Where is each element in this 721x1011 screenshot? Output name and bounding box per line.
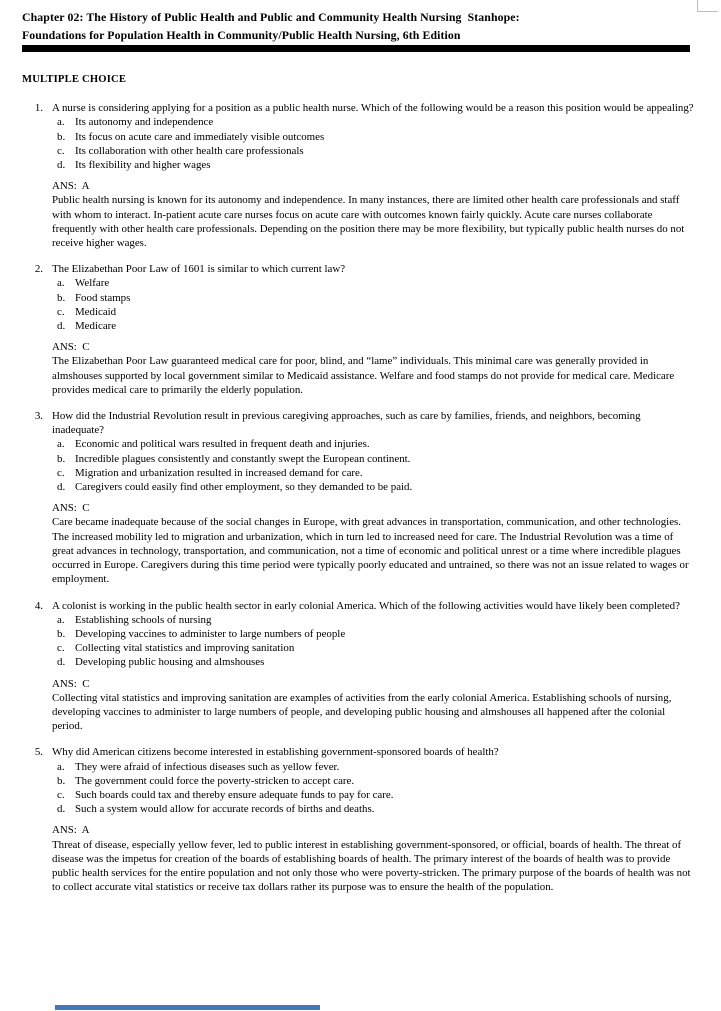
option-letter: c. bbox=[57, 144, 65, 157]
answer-rationale: The Elizabethan Poor Law guaranteed medical care for poor, blind, and “lame” individuals. This minimal care was generally provided in almshouses supported by local government similar to Medicaid assistance. Welfare and food stamps do not provide for medical care. Medicare provides medical care to primarily the elderly population. bbox=[52, 355, 675, 396]
question-number: 3. bbox=[34, 410, 43, 423]
header-line-2: Foundations for Population Health in Community/Public Health Nursing, 6th Edition bbox=[22, 27, 461, 42]
option-letter: d. bbox=[57, 481, 66, 494]
question-number: 1. bbox=[34, 102, 43, 115]
option-letter: c. bbox=[57, 642, 65, 655]
option-c bbox=[57, 788, 694, 802]
option-letter: b. bbox=[57, 627, 66, 640]
answer-line: ANS: A bbox=[52, 180, 90, 193]
question-text: Why did American citizens become interested in establishing government-sponsored boards of health? bbox=[52, 746, 499, 759]
option-letter: a. bbox=[57, 277, 65, 290]
option-d bbox=[57, 802, 694, 816]
answer-rationale: Public health nursing is known for its autonomy and independence. In many instances, there are limited other health care professionals and staff with whom to interact. In-patient acute care nurses focus on acute care with outcomes known fairly quickly. Acute care nurses collaborate frequently with other health care professionals. Depending on the position there may be more flexibility, but typically public health nurses do not receive higher wages. bbox=[52, 194, 685, 250]
options-list bbox=[22, 276, 694, 333]
section-heading: MULTIPLE CHOICE bbox=[22, 74, 127, 85]
option-text: The government could force the poverty-stricken to accept care. bbox=[75, 774, 355, 787]
option-letter: d. bbox=[57, 159, 66, 172]
option-b bbox=[57, 291, 694, 305]
option-a bbox=[57, 437, 694, 451]
question-number: 5. bbox=[34, 746, 43, 759]
option-c bbox=[57, 466, 694, 480]
option-a bbox=[57, 613, 694, 627]
option-d bbox=[57, 480, 694, 494]
option-d bbox=[57, 655, 694, 669]
answer-rationale: Care became inadequate because of the social changes in Europe, with great advances in transportation, communication, and other technologies. The increased mobility led to migration and urbanization, which in turn led to increased need for care. The Industrial Revolution was a time of great advances in technology, transportation, and communication, not a time of economic and political unrest or a time where incredible plagues occurred in Europe. Caregivers during this time period were typically poorly educated and untrained, so there was not an issue related to wages or employment. bbox=[52, 516, 689, 586]
option-c bbox=[57, 641, 694, 655]
option-letter: d. bbox=[57, 320, 66, 333]
answer-rationale: Threat of disease, especially yellow fever, led to public interest in establishing government-sponsored, or official, boards of health. The threat of disease was the impetus for creation of the boards of establishing boards of health. The primary interest of the boards of health was to provide public health services for the entire population and not only those who were poverty-stricken. The primary purpose of the boards of health was not to collect accurate vital statistics or receive tax dollars rather its purpose was to ensure the health of the population. bbox=[52, 838, 691, 894]
option-text: Developing vaccines to administer to large numbers of people bbox=[75, 627, 346, 640]
option-text: Its flexibility and higher wages bbox=[75, 159, 211, 172]
option-letter: d. bbox=[57, 656, 66, 669]
option-letter: a. bbox=[57, 613, 65, 626]
question-5 bbox=[22, 745, 694, 894]
option-a bbox=[57, 115, 694, 129]
options-list bbox=[22, 115, 694, 172]
options-list bbox=[22, 437, 694, 494]
option-letter: d. bbox=[57, 803, 66, 816]
options-list bbox=[22, 760, 694, 817]
option-text: Collecting vital statistics and improving sanitation bbox=[75, 642, 295, 655]
option-c bbox=[57, 144, 694, 158]
document-body bbox=[22, 73, 694, 894]
option-letter: b. bbox=[57, 774, 66, 787]
option-d bbox=[57, 158, 694, 172]
question-text: The Elizabethan Poor Law of 1601 is similar to which current law? bbox=[52, 263, 346, 276]
option-text: Caregivers could easily find other employment, so they demanded to be paid. bbox=[75, 481, 413, 494]
option-letter: b. bbox=[57, 130, 66, 143]
option-text: Its collaboration with other health care professionals bbox=[75, 144, 304, 157]
option-text: They were afraid of infectious diseases such as yellow fever. bbox=[75, 760, 340, 773]
option-letter: c. bbox=[57, 305, 65, 318]
option-letter: a. bbox=[57, 116, 65, 129]
option-text: Economic and political wars resulted in frequent death and injuries. bbox=[75, 438, 370, 451]
option-text: Its focus on acute care and immediately visible outcomes bbox=[75, 130, 325, 143]
header-line-1: Chapter 02: The History of Public Health and Public and Community Health Nursing Stanhope: bbox=[22, 10, 520, 24]
option-a bbox=[57, 276, 694, 290]
document-header bbox=[22, 9, 690, 44]
question-text: A nurse is considering applying for a position as a public health nurse. Which of the following would be a reason this position would be appealing? bbox=[52, 102, 694, 115]
option-b bbox=[57, 627, 694, 641]
question-3 bbox=[22, 409, 694, 586]
option-text: Such boards could tax and thereby ensure adequate funds to pay for care. bbox=[75, 788, 394, 801]
option-text: Medicaid bbox=[75, 305, 117, 318]
question-4 bbox=[22, 599, 694, 734]
question-text: A colonist is working in the public health sector in early colonial America. Which of the following activities would have likely been completed? bbox=[52, 599, 680, 612]
option-d bbox=[57, 319, 694, 333]
answer-line: ANS: C bbox=[52, 677, 90, 690]
page-corner-mark bbox=[697, 0, 718, 12]
option-letter: c. bbox=[57, 788, 65, 801]
option-text: Establishing schools of nursing bbox=[75, 613, 212, 626]
option-a bbox=[57, 760, 694, 774]
option-text: Welfare bbox=[75, 277, 110, 290]
option-text: Incredible plagues consistently and constantly swept the European continent. bbox=[75, 452, 411, 465]
option-b bbox=[57, 452, 694, 466]
option-letter: c. bbox=[57, 466, 65, 479]
option-text: Its autonomy and independence bbox=[75, 116, 214, 129]
option-b bbox=[57, 774, 694, 788]
option-text: Medicare bbox=[75, 320, 117, 333]
question-1 bbox=[22, 101, 694, 250]
question-text: How did the Industrial Revolution result in previous caregiving approaches, such as care by families, friends, and neighbors, becoming inadequate? bbox=[52, 410, 641, 437]
option-b bbox=[57, 130, 694, 144]
option-text: Migration and urbanization resulted in increased demand for care. bbox=[75, 466, 363, 479]
option-c bbox=[57, 305, 694, 319]
option-letter: b. bbox=[57, 452, 66, 465]
option-text: Food stamps bbox=[75, 291, 131, 304]
bottom-blue-bar bbox=[55, 1005, 320, 1010]
option-text: Developing public housing and almshouses bbox=[75, 656, 265, 669]
option-text: Such a system would allow for accurate records of births and deaths. bbox=[75, 803, 375, 816]
question-number: 2. bbox=[34, 263, 43, 276]
option-letter: b. bbox=[57, 291, 66, 304]
answer-line: ANS: C bbox=[52, 502, 90, 515]
answer-line: ANS: A bbox=[52, 824, 90, 837]
question-2 bbox=[22, 262, 694, 397]
options-list bbox=[22, 613, 694, 670]
question-number: 4. bbox=[34, 599, 43, 612]
answer-line: ANS: C bbox=[52, 341, 90, 354]
option-letter: a. bbox=[57, 438, 65, 451]
answer-rationale: Collecting vital statistics and improving sanitation are examples of activities from the early colonial America. Establishing schools of nursing, developing vaccines to administer to large numbers of people, and developing public housing and almshouses all happened after the colonial period. bbox=[52, 691, 672, 733]
option-letter: a. bbox=[57, 760, 65, 773]
header-rule bbox=[22, 45, 690, 52]
